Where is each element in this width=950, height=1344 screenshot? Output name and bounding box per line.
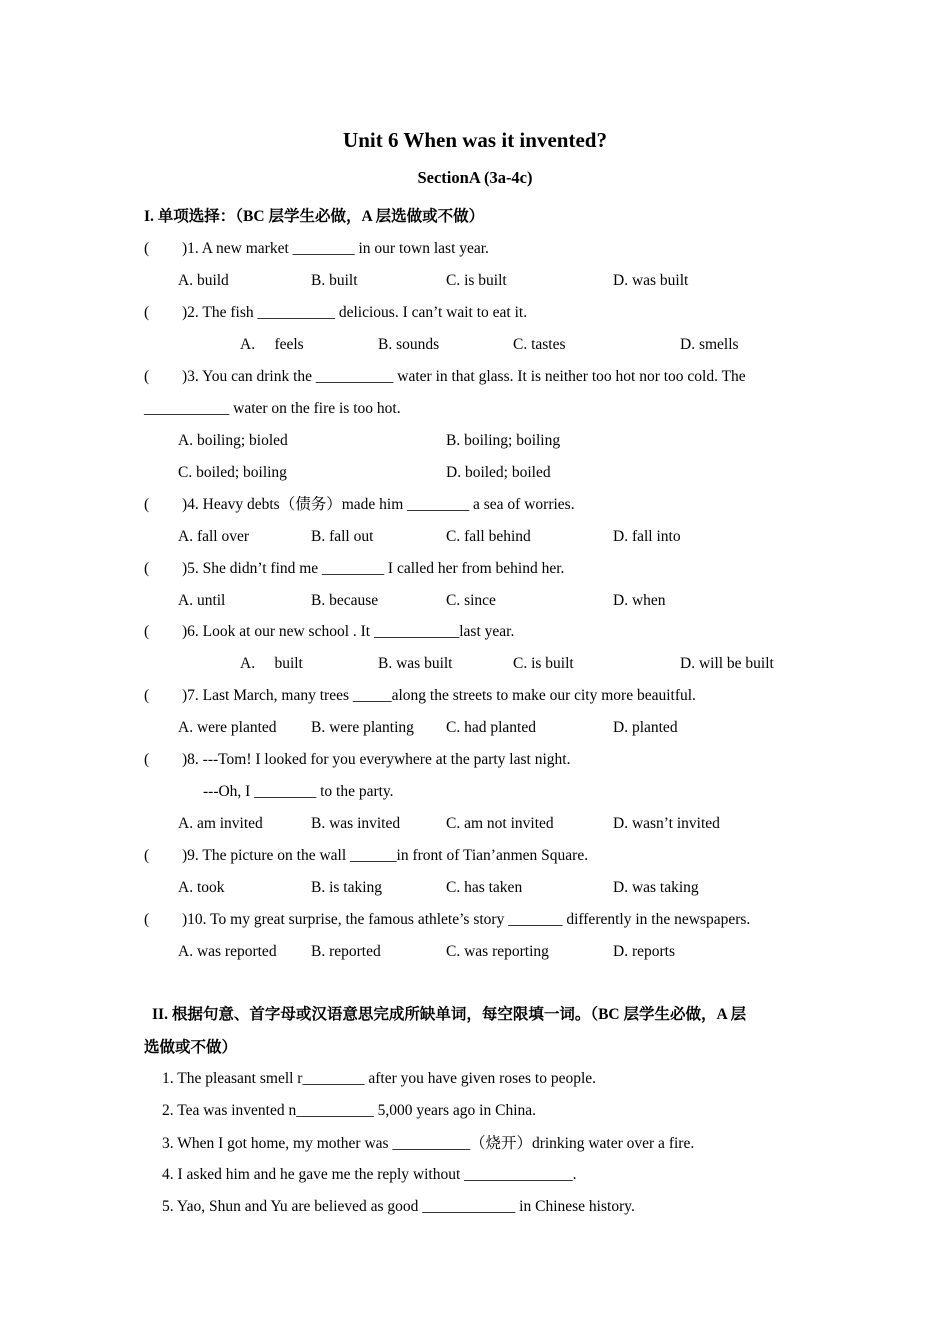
q3-option-b: B. boiling; boiling bbox=[446, 432, 561, 449]
q1-option-d: D. was built bbox=[613, 272, 689, 289]
q10-option-d: D. reports bbox=[613, 943, 675, 960]
q3-option-d: D. boiled; boiled bbox=[446, 464, 551, 481]
question-5: ( )5. She didn’t find me ________ I called her from behind her. bbox=[144, 560, 565, 577]
q9-option-a: A. took bbox=[178, 879, 225, 896]
q1-option-b: B. built bbox=[311, 272, 358, 289]
page-title: Unit 6 When was it invented? bbox=[343, 128, 607, 152]
q3-option-c: C. boiled; boiling bbox=[178, 464, 287, 481]
question-6-stem: )6. Look at our new school . It ___________last year. bbox=[182, 623, 515, 640]
q4-option-a: A. fall over bbox=[178, 528, 250, 545]
q8-option-a: A. am invited bbox=[178, 815, 263, 832]
q6-option-a: A. built bbox=[240, 655, 303, 672]
page-subtitle: SectionA (3a-4c) bbox=[417, 168, 533, 187]
q6-option-c: C. is built bbox=[513, 655, 574, 672]
q2-option-a: A. feels bbox=[240, 336, 304, 353]
q10-option-a: A. was reported bbox=[178, 943, 277, 960]
q5-option-c: C. since bbox=[446, 592, 496, 609]
q4-option-b: B. fall out bbox=[311, 528, 374, 545]
q5-option-b: B. because bbox=[311, 592, 379, 609]
question-3-stem: )3. You can drink the __________ water in that glass. It is neither too hot nor too cold. The bbox=[182, 368, 746, 385]
q7-option-b: B. were planting bbox=[311, 719, 414, 736]
q7-option-c: C. had planted bbox=[446, 719, 536, 736]
question-2: ( )2. The fish __________ delicious. I can’t wait to eat it. bbox=[144, 304, 528, 321]
question-1-stem: )1. A new market ________ in our town last year. bbox=[182, 240, 489, 257]
q8-option-d: D. wasn’t invited bbox=[613, 815, 720, 832]
question-8-stem-reply: ---Oh, I ________ to the party. bbox=[203, 783, 394, 800]
question-9: ( )9. The picture on the wall ______in front of Tian’anmen Square. bbox=[144, 847, 589, 864]
fill-item-3: 3. When I got home, my mother was __________（烧开）drinking water over a fire. bbox=[162, 1135, 695, 1152]
q2-option-b: B. sounds bbox=[378, 336, 440, 353]
question-8: ( )8. ---Tom! I looked for you everywhere at the party last night. bbox=[144, 751, 571, 768]
q9-option-c: C. has taken bbox=[446, 879, 523, 896]
q5-option-d: D. when bbox=[613, 592, 666, 609]
question-8-stem: )8. ---Tom! I looked for you everywhere at the party last night. bbox=[182, 751, 571, 768]
q7-option-d: D. planted bbox=[613, 719, 678, 736]
q8-option-b: B. was invited bbox=[311, 815, 401, 832]
question-10: ( )10. To my great surprise, the famous athlete’s story _______ differently in the newspapers. bbox=[144, 911, 751, 928]
q9-option-b: B. is taking bbox=[311, 879, 383, 896]
q3-option-a: A. boiling; bioled bbox=[178, 432, 288, 449]
question-5-stem: )5. She didn’t find me ________ I called her from behind her. bbox=[182, 560, 565, 577]
question-7-stem: )7. Last March, many trees _____along the streets to make our city more beauitful. bbox=[182, 687, 696, 704]
question-4: ( )4. Heavy debts（债务）made him ________ a sea of worries. bbox=[144, 496, 575, 513]
fill-item-1: 1. The pleasant smell r________ after you have given roses to people. bbox=[162, 1070, 597, 1087]
q2-option-c: C. tastes bbox=[513, 336, 566, 353]
q6-option-d: D. will be built bbox=[680, 655, 774, 672]
question-1: ( )1. A new market ________ in our town last year. bbox=[144, 240, 489, 257]
question-6: ( )6. Look at our new school . It ___________last year. bbox=[144, 623, 515, 640]
q6-option-b: B. was built bbox=[378, 655, 453, 672]
q8-option-c: C. am not invited bbox=[446, 815, 554, 832]
question-9-stem: )9. The picture on the wall ______in front of Tian’anmen Square. bbox=[182, 847, 589, 864]
part2-heading-cont: 选做或不做） bbox=[144, 1039, 238, 1056]
q10-option-c: C. was reporting bbox=[446, 943, 549, 960]
q1-option-c: C. is built bbox=[446, 272, 507, 289]
question-7: ( )7. Last March, many trees _____along the streets to make our city more beauitful. bbox=[144, 687, 696, 704]
q4-option-c: C. fall behind bbox=[446, 528, 531, 545]
question-2-stem: )2. The fish __________ delicious. I can’t wait to eat it. bbox=[182, 304, 528, 321]
q9-option-d: D. was taking bbox=[613, 879, 699, 896]
q1-option-a: A. build bbox=[178, 272, 229, 289]
fill-item-4: 4. I asked him and he gave me the reply without ______________. bbox=[162, 1166, 577, 1183]
q10-option-b: B. reported bbox=[311, 943, 381, 960]
question-3-stem-cont: ___________ water on the fire is too hot. bbox=[144, 400, 401, 417]
question-4-stem: )4. Heavy debts（债务）made him ________ a sea of worries. bbox=[182, 496, 575, 513]
q4-option-d: D. fall into bbox=[613, 528, 681, 545]
question-3: ( )3. You can drink the __________ water in that glass. It is neither too hot nor too cold. The bbox=[144, 368, 746, 385]
q7-option-a: A. were planted bbox=[178, 719, 277, 736]
part1-heading: I. 单项选择：（BC 层学生必做，A 层选做或不做） bbox=[144, 208, 485, 225]
fill-item-2: 2. Tea was invented n__________ 5,000 years ago in China. bbox=[162, 1102, 537, 1119]
fill-item-5: 5. Yao, Shun and Yu are believed as good ____________ in Chinese history. bbox=[162, 1198, 635, 1215]
part2-heading: II. 根据句意、首字母或汉语意思完成所缺单词，每空限填一词。（BC 层学生必做，A 层 bbox=[152, 1006, 747, 1023]
q5-option-a: A. until bbox=[178, 592, 226, 609]
q2-option-d: D. smells bbox=[680, 336, 739, 353]
question-10-stem: )10. To my great surprise, the famous athlete’s story _______ differently in the newspapers. bbox=[182, 911, 751, 928]
